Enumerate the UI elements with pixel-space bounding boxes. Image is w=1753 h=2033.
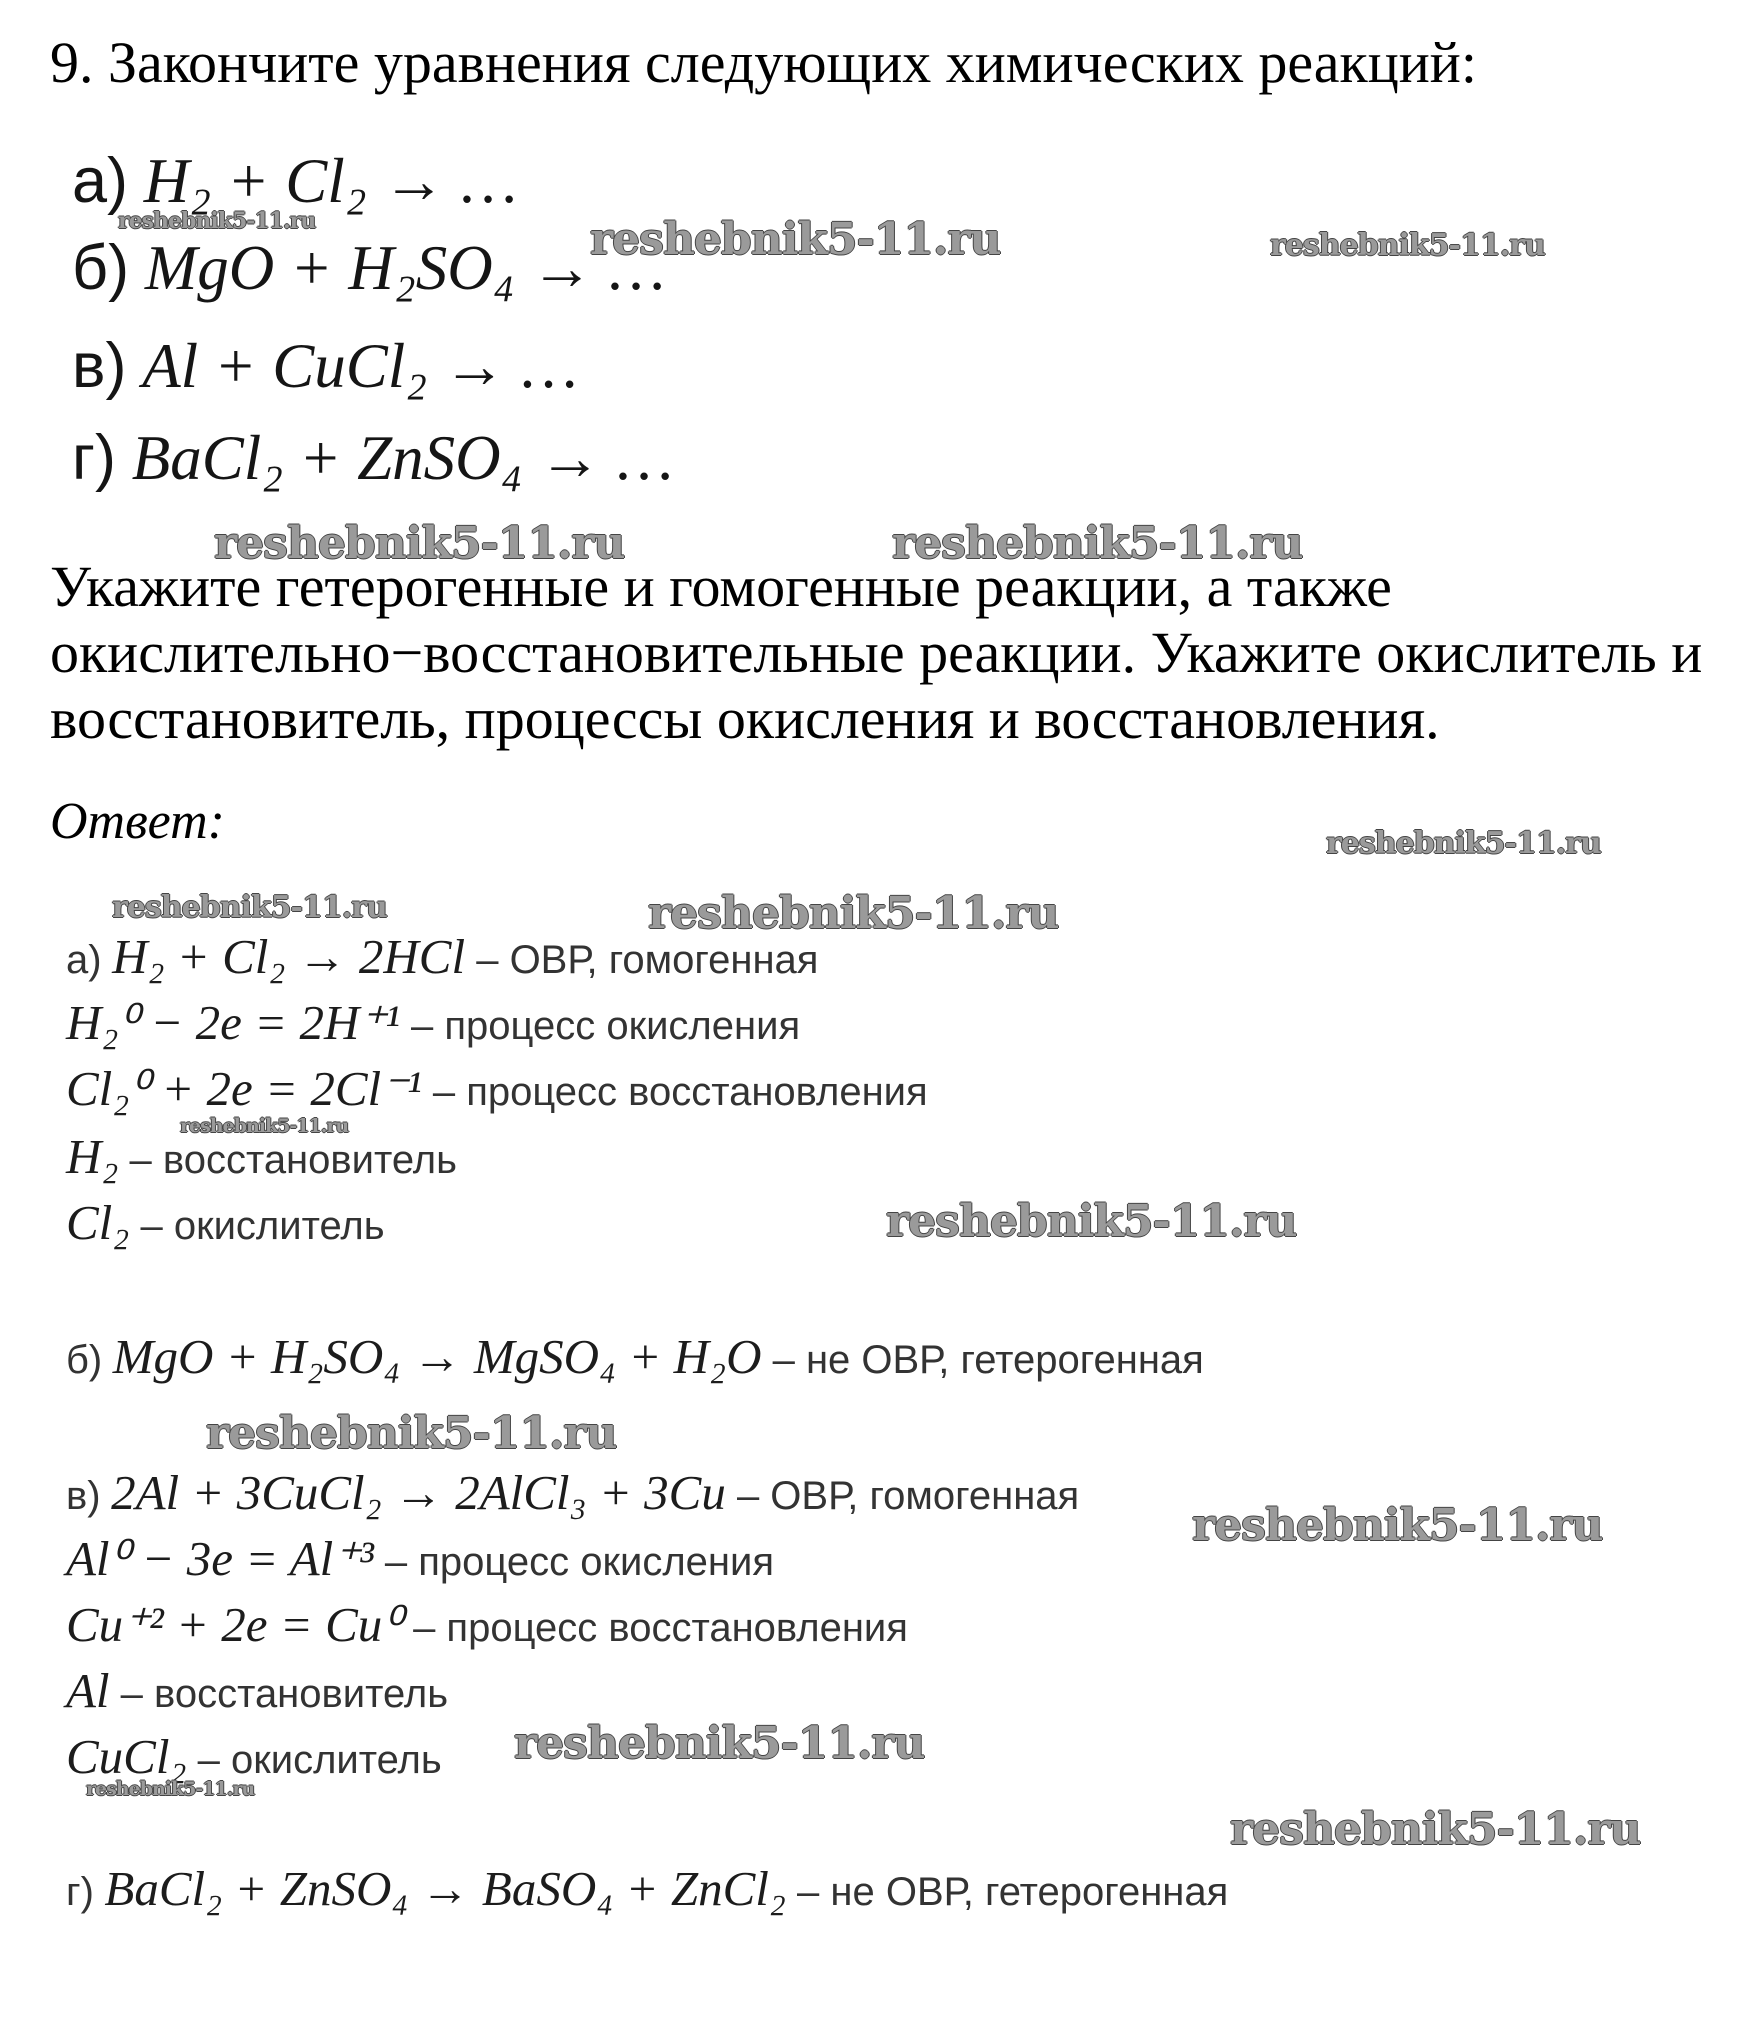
answer-v-reduction: Cu⁺² + 2e = Cu⁰ – процесс восстановления [66,1597,908,1652]
answer-v-oxidizer: CuCl₂ – окислитель [66,1729,442,1784]
answer-a-oxidation: H₂⁰ − 2e = 2H⁺¹ – процесс окисления [66,995,801,1050]
answer-label-b: б) [66,1338,103,1382]
watermark: reshebnik5-11.ru [180,1115,349,1137]
question-label: г) [72,423,116,493]
question-equation: H₂ + Cl₂ → … [143,146,518,216]
instruction-line-2: окислительно−восстановительные реакции. Укажите окислитель и [50,620,1703,685]
task-title: 9. Закончите уравнения следующих химических реакций: [50,30,1477,95]
watermark: reshebnik5-11.ru [86,1778,255,1800]
answer-label-g: г) [66,1870,94,1914]
question-equation: Al + CuCl₂ → … [142,331,578,401]
watermark: reshebnik5-11.ru [648,888,1059,939]
answer-b-equation: б) MgO + H₂SO₄ → MgSO₄ + H₂O – не ОВР, гетерогенная [66,1329,1204,1384]
question-label: б) [72,233,130,303]
watermark: reshebnik5-11.ru [1192,1500,1603,1551]
answer-a-reduction: Cl₂⁰ + 2e = 2Cl⁻¹ – процесс восстановления [66,1061,928,1116]
instruction-line-3: восстановитель, процессы окисления и восстановления. [50,686,1440,751]
answer-a-reducer: H₂ – восстановитель [66,1129,457,1184]
answer-v-equation: в) 2Al + 3CuCl₂ → 2AlCl₃ + 3Cu – ОВР, гомогенная [66,1465,1080,1520]
watermark: reshebnik5-11.ru [514,1718,925,1769]
watermark: reshebnik5-11.ru [590,214,1001,265]
watermark: reshebnik5-11.ru [112,890,387,925]
watermark: reshebnik5-11.ru [118,208,316,234]
watermark: reshebnik5-11.ru [1230,1804,1641,1855]
question-equation: BaCl₂ + ZnSO₄ → … [131,423,674,493]
answer-label: Ответ: [50,793,225,850]
question-label: а) [72,146,129,216]
instruction-line-1: Укажите гетерогенные и гомогенные реакции, а также [50,554,1392,619]
watermark: reshebnik5-11.ru [1270,228,1545,263]
watermark: reshebnik5-11.ru [214,518,625,569]
watermark: reshebnik5-11.ru [886,1196,1297,1247]
answer-label-a: а) [66,938,102,982]
answer-v-oxidation: Al⁰ − 3e = Al⁺³ – процесс окисления [66,1531,774,1586]
question-equation: MgO + H₂SO₄ → … [144,233,666,303]
question-label: в) [72,331,127,401]
answer-g-equation: г) BaCl₂ + ZnSO₄ → BaSO₄ + ZnCl₂ – не ОВР, гетерогенная [66,1861,1229,1916]
question-b [72,232,665,305]
watermark: reshebnik5-11.ru [1326,826,1601,861]
answer-label-v: в) [66,1474,101,1518]
watermark: reshebnik5-11.ru [206,1408,617,1459]
watermark: reshebnik5-11.ru [892,518,1303,569]
answer-a-oxidizer: Cl₂ – окислитель [66,1195,385,1250]
question-g [72,422,673,495]
question-v [72,330,578,403]
answer-v-reducer: Al – восстановитель [66,1663,449,1718]
answer-a-equation: а) H₂ + Cl₂ → 2HCl – ОВР, гомогенная [66,929,819,984]
